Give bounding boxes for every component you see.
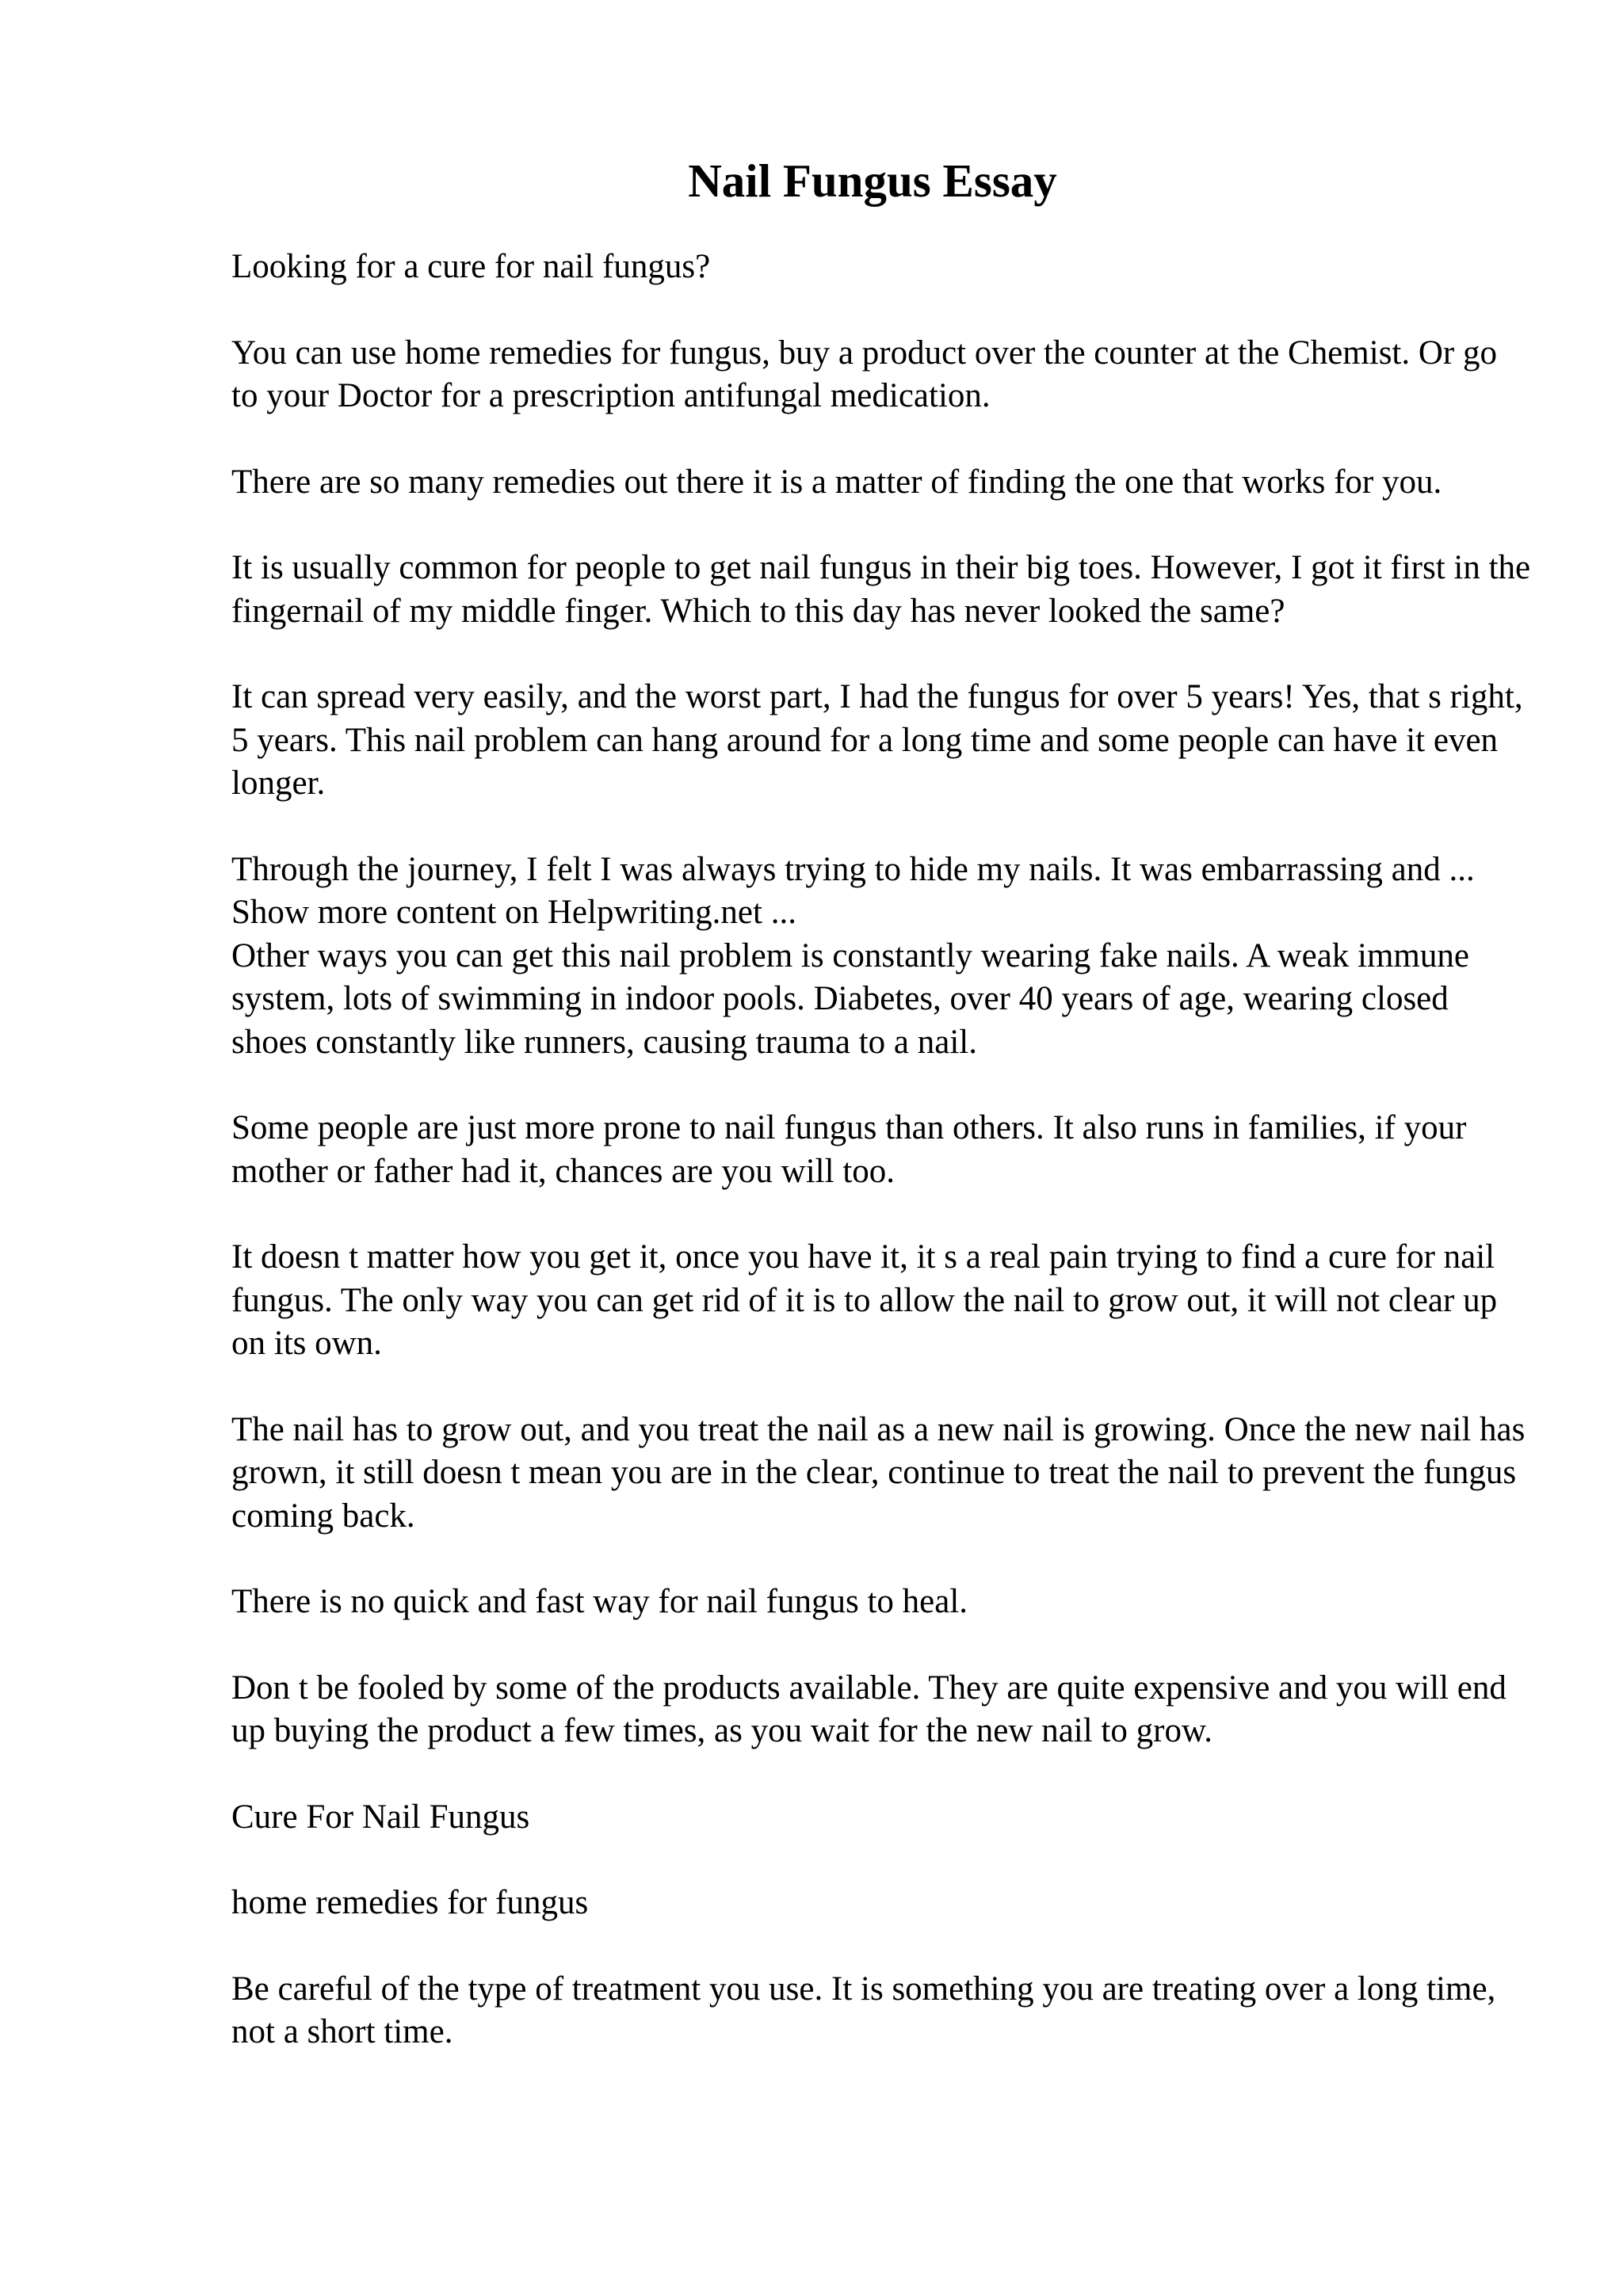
paragraph: Looking for a cure for nail fungus?	[231, 248, 711, 285]
paragraph: Don t be fooled by some of the products available. They are quite expensive and you will end up buying the product a few times, as you wait for the new nail to grow.	[231, 1669, 1507, 1749]
paragraph: There is no quick and fast way for nail fungus to heal.	[231, 1583, 968, 1620]
paragraph: You can use home remedies for fungus, buy a product over the counter at the Chemist. Or go to your Doctor for a prescription antifungal medication.	[231, 334, 1498, 414]
paragraph: home remedies for fungus	[231, 1884, 589, 1921]
paragraph: There are so many remedies out there it is a matter of finding the one that works for you.	[231, 463, 1442, 501]
essay-body	[231, 246, 1531, 2097]
paragraph: Through the journey, I felt I was always trying to hide my nails. It was embarrassing and ... Show more content on Helpwriting.net ...	[231, 850, 1475, 931]
paragraph: Cure For Nail Fungus	[231, 1798, 530, 1836]
paragraph: It doesn t matter how you get it, once you have it, it s a real pain trying to find a cure for nail fungus. The only way you can get rid of it is to allow the nail to grow out, it will not clear up on its own.	[231, 1238, 1498, 1362]
paragraph: It can spread very easily, and the worst part, I had the fungus for over 5 years! Yes, that s right, 5 years. This nail problem can hang around for a long time and some people can have it even longer.	[231, 678, 1523, 802]
paragraph: Other ways you can get this nail problem is constantly wearing fake nails. A weak immune system, lots of swimming in indoor pools. Diabetes, over 40 years of age, wearing closed shoes constantly like runners, causing trauma to a nail.	[231, 936, 1469, 1061]
page-title: Nail Fungus Essay	[688, 154, 1057, 207]
paragraph: It is usually common for people to get nail fungus in their big toes. However, I got it first in the fingernail of my middle finger. Which to this day has never looked the same?	[231, 549, 1531, 630]
paragraph: Be careful of the type of treatment you use. It is something you are treating over a long time, not a short time.	[231, 1970, 1496, 2050]
paragraph: The nail has to grow out, and you treat the nail as a new nail is growing. Once the new nail has grown, it still doesn t mean you are in the clear, continue to treat the nail to prevent the fungus coming back.	[231, 1410, 1526, 1535]
paragraph: Some people are just more prone to nail fungus than others. It also runs in families, if your mother or father had it, chances are you will too.	[231, 1109, 1467, 1190]
